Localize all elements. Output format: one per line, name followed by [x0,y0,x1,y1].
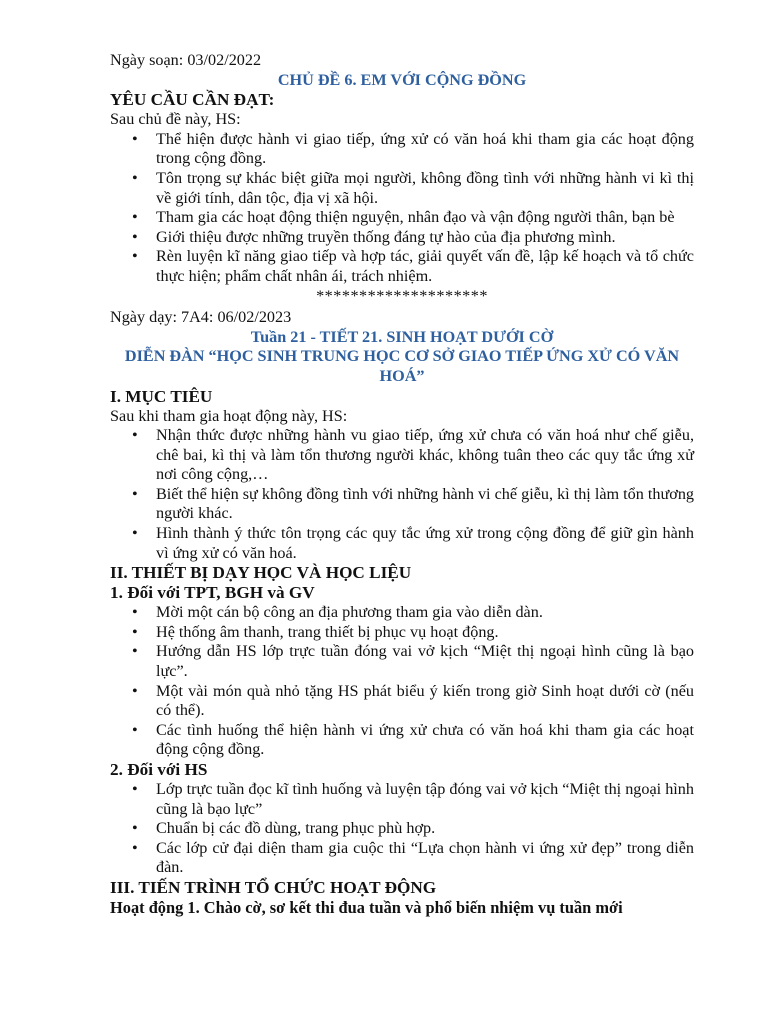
teacher-materials-list [110,603,694,760]
list-item: • Chuẩn bị các đồ dùng, trang phục phù hợp. [110,819,694,839]
list-item: • Thể hiện được hành vi giao tiếp, ứng xử có văn hoá khi tham gia các hoạt động trong cộng đồng. [110,130,694,169]
list-item: • Mời một cán bộ công an địa phương tham gia vào diễn dàn. [110,603,694,623]
section1-heading: I. MỤC TIÊU [110,386,213,406]
requirements-list [110,130,694,287]
lesson-title: Tuần 21 - TIẾT 21. SINH HOẠT DƯỚI CỜ [250,327,554,346]
student-materials-list [110,780,694,878]
list-item: • Hình thành ý thức tôn trọng các quy tắc ứng xử trong cộng đồng để giữ gìn hành vì ứng xử có văn hoá. [110,524,694,563]
list-item: • Các lớp cử đại diện tham gia cuộc thi “Lựa chọn hành vi ứng xử đẹp” trong diễn đàn. [110,839,694,878]
requirements-intro: Sau chủ đề này, HS: [110,110,241,129]
list-item: • Các tình huống thể hiện hành vi ứng xử chưa có văn hoá khi tham gia các hoạt động cộng đồng. [110,721,694,760]
list-item: • Tôn trọng sự khác biệt giữa mọi người, không đồng tình với những hành vi kì thị về giới tính, dân tộc, địa vị xã hội. [110,169,694,208]
separator: ******************** [316,286,488,305]
section2-sub1-heading: 1. Đối với TPT, BGH và GV [110,583,315,603]
section1-intro: Sau khi tham gia hoạt động này, HS: [110,406,348,425]
document-page [110,51,694,918]
list-item: • Rèn luyện kĩ năng giao tiếp và hợp tác, giải quyết vấn đề, lập kế hoạch và tổ chức thực hiện; phẩm chất nhân ái, trách nhiệm. [110,247,694,286]
section3-heading: III. TIẾN TRÌNH TỔ CHỨC HOẠT ĐỘNG [110,877,437,897]
list-item: • Giới thiệu được những truyền thống đáng tự hào của địa phương mình. [110,228,694,248]
list-item: • Lớp trực tuần đọc kĩ tình huống và luyện tập đóng vai vở kịch “Miệt thị ngoại hình cũng là bạo lực” [110,780,694,819]
list-item: • Nhận thức được những hành vu giao tiếp, ứng xử chưa có văn hoá như chế giễu, chê bai, kì thị và làm tổn thương người khác, không tuân theo các quy tắc ứng xử nơi công cộng,… [110,426,694,485]
list-item: • Hướng dẫn HS lớp trực tuần đóng vai vở kịch “Miệt thị ngoại hình cũng là bạo lực”. [110,642,694,681]
requirements-heading: YÊU CẦU CẦN ĐẠT: [110,90,275,110]
prep-date: Ngày soạn: 03/02/2022 [110,51,262,69]
topic-title: CHỦ ĐỀ 6. EM VỚI CỘNG ĐỒNG [277,70,527,89]
section2-heading: II. THIẾT BỊ DẠY HỌC VÀ HỌC LIỆU [110,563,412,583]
list-item: • Hệ thống âm thanh, trang thiết bị phục vụ hoạt động. [110,623,694,643]
list-item: • Biết thể hiện sự không đồng tình với những hành vi chế giễu, kì thị làm tổn thương người khác. [110,485,694,524]
list-item: • Một vài món quà nhỏ tặng HS phát biểu ý kiến trong giờ Sinh hoạt dưới cờ (nếu có thể). [110,682,694,721]
section2-sub2-heading: 2. Đối với HS [110,760,208,779]
lesson-subtitle: DIỄN ĐÀN “HỌC SINH TRUNG HỌC CƠ SỞ GIAO TIẾP ỨNG XỬ CÓ VĂN HOÁ” [124,347,680,385]
objectives-list [110,426,694,563]
teach-date: Ngày dạy: 7A4: 06/02/2023 [110,308,292,327]
activity1-heading: Hoạt động 1. Chào cờ, sơ kết thi đua tuần và phổ biến nhiệm vụ tuần mới [110,897,623,917]
list-item: • Tham gia các hoạt động thiện nguyện, nhân đạo và vận động người thân, bạn bè [110,208,694,228]
